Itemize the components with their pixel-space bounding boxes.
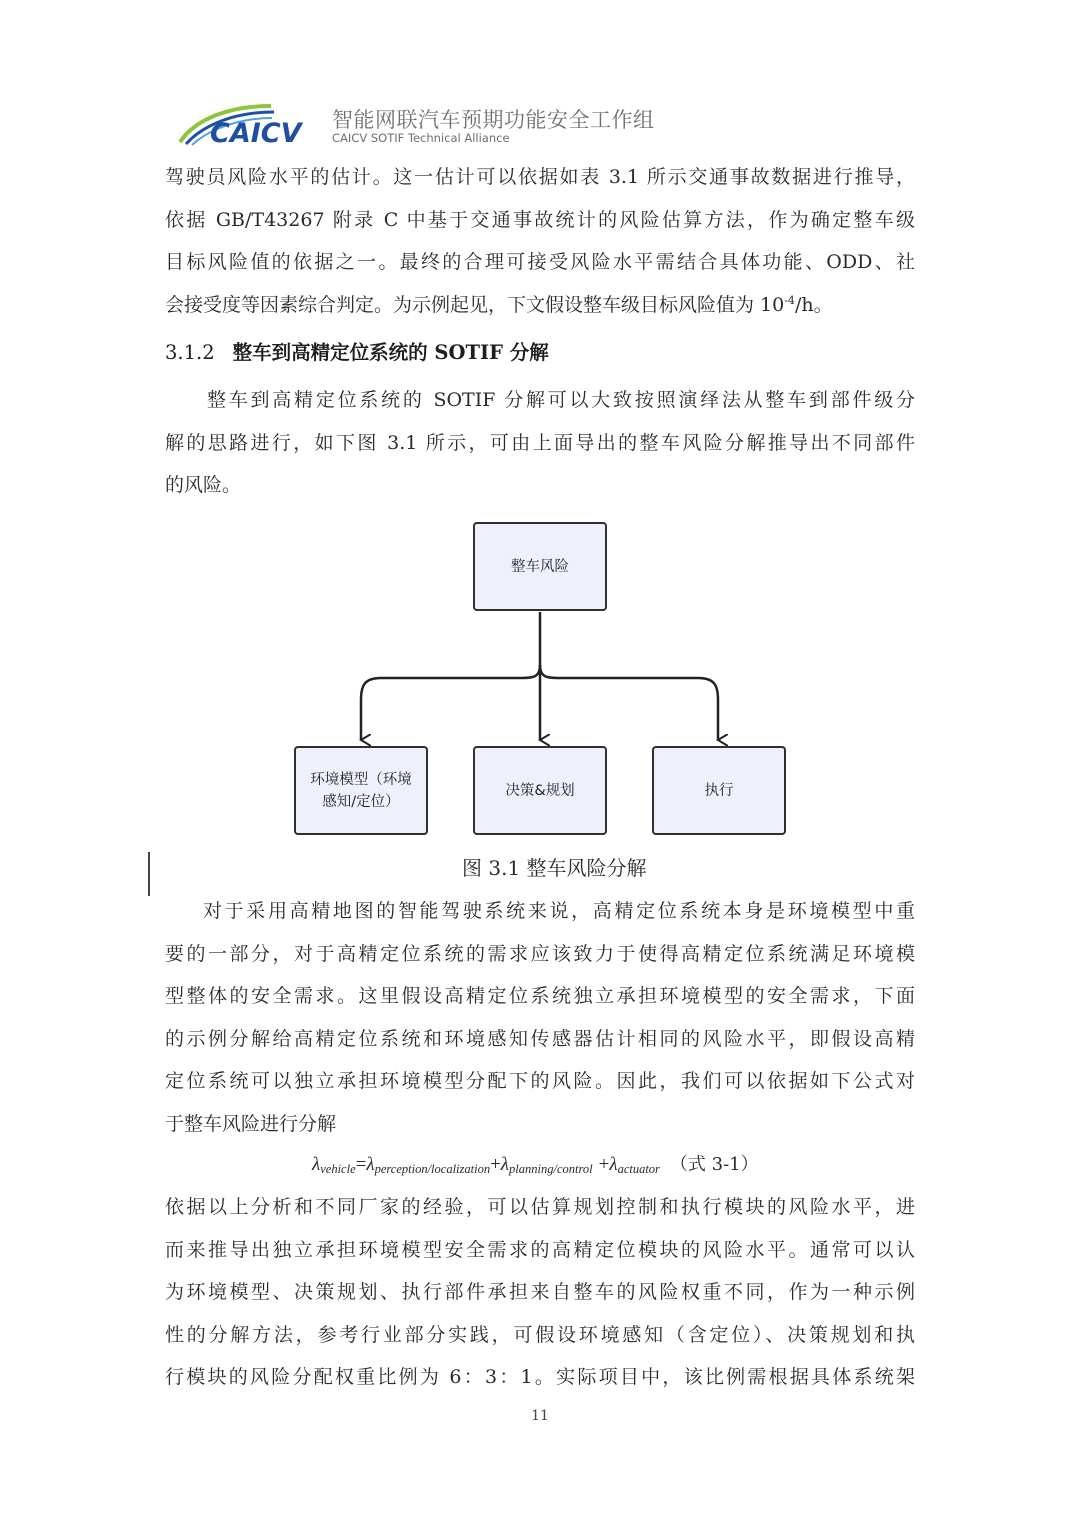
diagram-box-label: 整车风险 bbox=[511, 558, 569, 575]
formula-sub: actuator bbox=[617, 1162, 660, 1176]
caicv-logo-icon bbox=[176, 98, 326, 148]
figure-caption: 图 3.1 整车风险分解 bbox=[462, 856, 647, 880]
paragraph-line: 性的分解方法，参考行业部分实践，可假设环境感知（含定位）、决策规划和执 bbox=[165, 1323, 915, 1346]
header-title-en: CAICV SOTIF Technical Alliance bbox=[332, 131, 510, 145]
paragraph-line-text: /h。 bbox=[794, 293, 833, 316]
paragraph-line: 对于采用高精地图的智能驾驶系统来说，高精定位系统本身是环境模型中重 bbox=[203, 900, 915, 922]
header-logo bbox=[176, 98, 676, 148]
logo-wordmark: CAICV bbox=[210, 118, 302, 148]
formula-operator: = bbox=[355, 1154, 367, 1175]
page-number: 11 bbox=[531, 1408, 549, 1424]
section-heading bbox=[165, 337, 549, 365]
paragraph-line: 依据以上分析和不同厂家的经验，可以估算规划控制和执行模块的风险水平，进 bbox=[165, 1196, 915, 1218]
connector-left bbox=[361, 665, 540, 740]
paragraph-line bbox=[165, 284, 915, 327]
paragraph-line: 整车到高精定位系统的 SOTIF 分解可以大致按照演绎法从整车到部件级分 bbox=[207, 389, 915, 411]
formula-lambda: λ bbox=[312, 1154, 321, 1175]
paragraph-4 bbox=[165, 1186, 915, 1399]
formula-sub: perception/localization bbox=[374, 1162, 491, 1176]
diagram-box-label: 执行 bbox=[704, 782, 734, 799]
paragraph-line: 定位系统可以独立承担环境模型分配下的风险。因此，我们可以依据如下公式对 bbox=[165, 1070, 915, 1092]
paragraph-line: 解的思路进行，如下图 3.1 所示，可由上面导出的整车风险分解推导出不同部件 bbox=[165, 431, 915, 454]
paragraph-line: 要的一部分，对于高精定位系统的需求应该致力于使得高精定位系统满足环境模 bbox=[165, 942, 915, 965]
paragraph-line: 行模块的风险分配权重比例为 6：3：1。实际项目中，该比例需根据具体系统架 bbox=[165, 1366, 915, 1388]
diagram-box-environment bbox=[294, 746, 428, 835]
formula-operator: + bbox=[490, 1154, 501, 1175]
header-title-cn: 智能网联汽车预期功能安全工作组 bbox=[332, 108, 655, 132]
paragraph-line: 的风险。 bbox=[165, 474, 242, 496]
formula-number: （式 3-1） bbox=[669, 1154, 759, 1175]
section-number: 3.1.2 bbox=[165, 341, 215, 364]
formula-sub: vehicle bbox=[320, 1162, 356, 1176]
diagram-box-label: 感知/定位） bbox=[322, 793, 400, 810]
paragraph-line: 于整车风险进行分解 bbox=[165, 1112, 337, 1135]
diagram-box-label: 环境模型（环境 bbox=[310, 771, 412, 788]
formula-3-1 bbox=[312, 1150, 759, 1177]
diagram-box-label: 决策&规划 bbox=[505, 782, 575, 799]
paragraph-line: 驾驶员风险水平的估计。这一估计可以依据如表 3.1 所示交通事故数据进行推导， bbox=[165, 166, 915, 188]
paragraph-line: 而来推导出独立承担环境模型安全需求的高精定位模块的风险水平。通常可以认 bbox=[165, 1238, 915, 1261]
paragraph-line: 为环境模型、决策规划、执行部件承担来自整车的风险权重不同，作为一种示例 bbox=[165, 1281, 915, 1303]
paragraph-1 bbox=[165, 156, 915, 326]
diagram-box-actuator bbox=[652, 746, 786, 835]
connector-right bbox=[540, 665, 718, 740]
formula-sub: planning/control bbox=[509, 1162, 593, 1176]
section-title: 整车到高精定位系统的 SOTIF 分解 bbox=[232, 341, 549, 364]
formula-operator: + bbox=[598, 1154, 610, 1175]
formula-lambda: λ bbox=[609, 1154, 618, 1175]
exponent: -4 bbox=[784, 293, 795, 307]
paragraph-line-text: 会接受度等因素综合判定。为示例起见，下文假设整车级目标风险值为 10 bbox=[165, 293, 785, 316]
diagram-box-root bbox=[473, 522, 607, 611]
formula-lambda: λ bbox=[366, 1154, 375, 1175]
diagram-box-planning bbox=[473, 746, 607, 835]
paragraph-line: 的示例分解给高精定位系统和环境感知传感器估计相同的风险水平，即假设高精 bbox=[165, 1027, 915, 1050]
paragraph-line: 依据 GB/T43267 附录 C 中基于交通事故统计的风险估算方法，作为确定整车级 bbox=[165, 208, 915, 231]
paragraph-3 bbox=[165, 890, 915, 1145]
paragraph-line: 目标风险值的依据之一。最终的合理可接受风险水平需结合具体功能、ODD、社 bbox=[165, 251, 915, 273]
paragraph-line: 型整体的安全需求。这里假设高精定位系统独立承担环境模型的安全需求，下面 bbox=[165, 985, 915, 1007]
formula-lambda: λ bbox=[500, 1154, 510, 1175]
paragraph-2 bbox=[165, 379, 915, 507]
text-cursor bbox=[148, 852, 150, 896]
